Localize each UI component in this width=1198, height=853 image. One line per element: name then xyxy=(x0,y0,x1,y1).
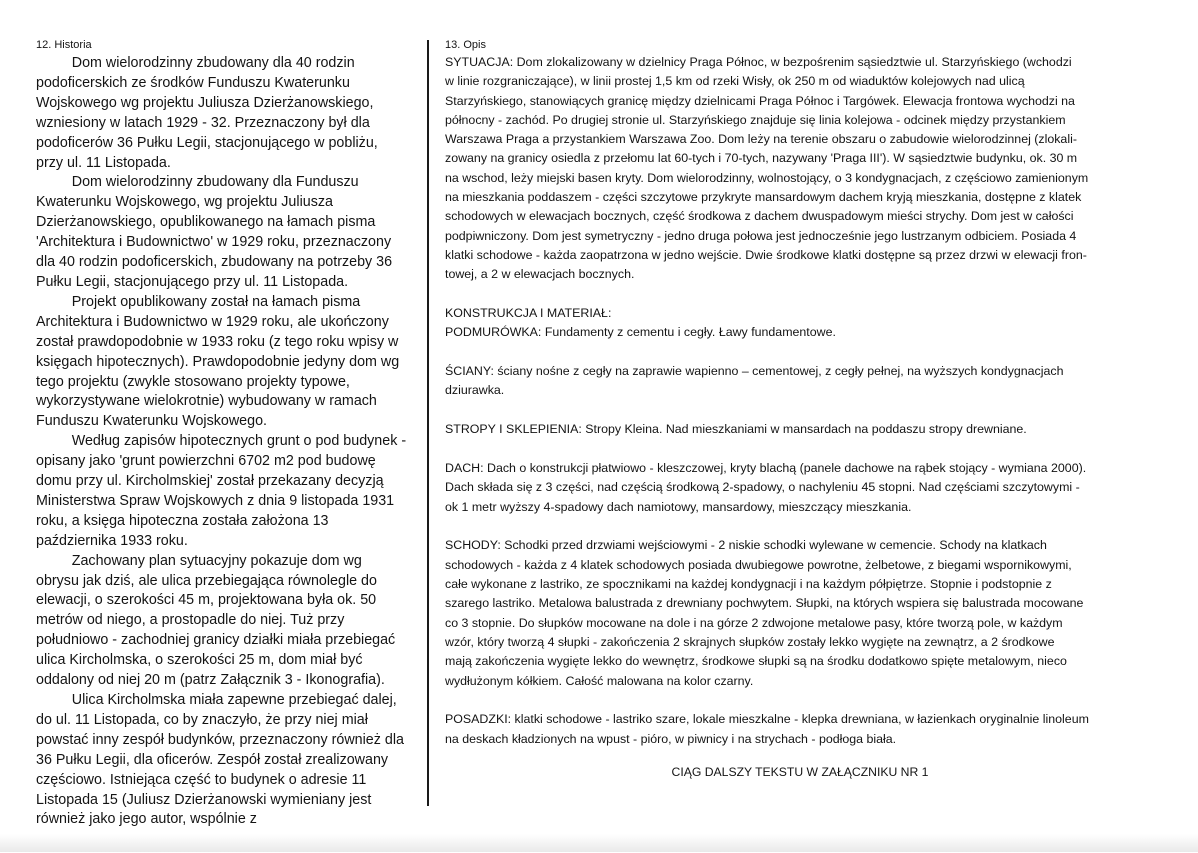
stairs-line: szarego lastriko. Metalowa balustrada z drewniany pochwytem. Słupki, na których wspiera się balustrada mocowane xyxy=(445,596,1084,611)
floors-section xyxy=(445,710,1145,749)
walls-section xyxy=(445,362,1145,401)
walls-line: ŚCIANY: ściany nośne z cegły na zaprawie wapienno – cementowej, z cegły pełnej, na wyższych kondygnacjach xyxy=(445,364,1064,379)
history-paragraph: Ulica Kircholmska miała zapewne przebiegać dalej, do ul. 11 Listopada, co by znaczyło, że przy niej miał powstać inny zespół budynków, przeznaczony również dla 36 Pułku Legii, dla oficerów. Zespół został zrealizowany częściowo. Istniejąca część to budynek o adresie 11 Listopada 15 (Juliusz Dzierżanowski wymieniany jest również jako jego autor, wspólnie z xyxy=(36,692,404,828)
foundation-line: PODMURÓWKA: Fundamenty z cementu i cegły. Ławy fundamentowe. xyxy=(445,325,836,340)
walls-line: dziurawka. xyxy=(445,383,505,398)
history-paragraph: Dom wielorodzinny zbudowany dla Funduszu Kwaterunku Wojskowego, wg projektu Juliusza Dzierżanowskiego, opublikowanego na łamach pisma 'Architektura i Budownictwo' w 1929 roku, przeznaczony dla 40 rodzin podoficerskich, zbudowany na potrzeby 36 Pułku Legii, stacjonującego przy ul. 11 Listopada. xyxy=(36,174,393,290)
situation-line: podpiwniczony. Dom jest symetryczny - jedno druga połowa jest jednocześnie jego lustrzanym odbiciem. Posiada 4 xyxy=(445,228,1077,243)
stairs-section xyxy=(445,536,1145,690)
description-continuation-note: CIĄG DALSZY TEKSTU W ZAŁĄCZNIKU NR 1 xyxy=(671,764,929,779)
description-heading: 13. Opis xyxy=(445,39,486,51)
stairs-line: wydłużonym kółkiem. Całość malowana na kolor czarny. xyxy=(445,673,754,688)
history-paragraph: Projekt opublikowany został na łamach pisma Architektura i Budownictwo w 1929 roku, ale ukończony został prawdopodobnie w 1933 roku (z tego roku wpisy w księgach hipotecznych). Prawdopodobnie jedyny dom wg tego projektu (zwykle stosowano projekty typowe, wykorzystywane wielokrotnie) wybudowany w ramach Funduszu Kwaterunku Wojskowego. xyxy=(36,293,400,430)
situation-line: północny - zachód. Po drugiej stronie ul. Starzyńskiego znajduje się linia kolejowa - odcinek między przystankiem xyxy=(445,112,1066,127)
description-column xyxy=(445,38,1145,780)
roof-line: ok 1 metr wyższy 4-spadowy dach namiotowy, mansardowy, mieszczący mieszkania. xyxy=(445,499,912,514)
situation-line: towej, a 2 w elewacjach bocznych. xyxy=(445,267,635,282)
construction-heading: KONSTRUKCJA I MATERIAŁ: xyxy=(445,306,612,321)
situation-line: w linie rozgraniczające), w linii prostej 1,5 km od rzeki Wisły, ok 250 m od wiaduktów kolejowych nad ulicą xyxy=(445,74,1025,89)
situation-line: Starzyńskiego, stanowiących granicę między dzielnicami Praga Północ i Targówek. Elewacja frontowa wychodzi na xyxy=(445,93,1075,108)
floors-line: na deskach kładzionych na wpust - pióro, w piwnicy i na strychach - podłoga biała. xyxy=(445,731,897,746)
spacer xyxy=(445,285,1145,305)
history-paragraph: Dom wielorodzinny zbudowany dla 40 rodzin podoficerskich ze środków Funduszu Kwaterunku Wojskowego wg projektu Juliusza Dzierżanowskiego, wzniesiony w latach 1929 - 32. Przeznaczony był dla podoficerów 36 Pułku Legii, stacjonującego w pobliżu, przy ul. 11 Listopada. xyxy=(36,55,378,171)
scan-bottom-edge xyxy=(0,834,1198,852)
spacer xyxy=(445,517,1145,537)
ceilings-line: STROPY I SKLEPIENIA: Stropy Kleina. Nad mieszkaniami w mansardach na poddaszu stropy drewniane. xyxy=(445,422,1027,437)
history-heading: 12. Historia xyxy=(36,39,92,51)
situation-line: klatki schodowe - każda zaopatrzona w jedno wejście. Dwie środkowe klatki dostępne są przez drzwi w elewacji fron- xyxy=(445,247,1087,262)
stairs-line: mają zakończenia wygięte lekko do wewnętrz, środkowe słupki są na środku dodatkowo spięte metalowym, nieco xyxy=(445,654,1067,669)
situation-line: na mieszkania poddaszem - części szczytowe przykryte mansardowym dachem kryją mieszkania, dostępne z klatek xyxy=(445,190,1082,205)
situation-line: zowany na granicy osiedla z przełomu lat 60-tych i 70-tych, nazywany 'Praga III'). W sąsiedztwie budynku, ok. 30 m xyxy=(445,151,1078,166)
situation-line: schodowych w elewacjach bocznych, część środkowa z dachem dwuspadowym mieści strychy. Dom jest w całości xyxy=(445,209,1074,224)
stairs-line: wzór, który tworzą 4 słupki - zakończenia 2 skrajnych słupków zostały lekko wygięte na zewnątrz, a 2 środkowe xyxy=(445,634,1055,649)
spacer xyxy=(445,343,1145,363)
roof-line: DACH: Dach o konstrukcji płatwiowo - kleszczowej, kryty blachą (panele dachowe na rąbek stojący - wymiana 2000). xyxy=(445,461,1087,476)
stairs-line: całe wykonane z lastriko, ze spocznikami na każdej kondygnacji i na każdym półpiętrze. Stopnie i podstopnie z xyxy=(445,577,1052,592)
situation-line: Warszawa Praga a przystankiem Warszawa Zoo. Dom leży na terenie obszaru o zabudowie wielorodzinnej (zlokali- xyxy=(445,132,1077,147)
roof-line: Dach składa się z 3 części, nad częścią środkową 2-spadowy, o nachyleniu 45 stopni. Nad częściami szczytowymi - xyxy=(445,480,1080,495)
floors-line: POSADZKI: klatki schodowe - lastriko szare, lokale mieszkalne - klepka drewniana, w łazienkach oryginalnie linoleum xyxy=(445,712,1089,727)
stairs-line: SCHODY: Schodki przed drzwiami wejściowymi - 2 niskie schodki wylewane w cemencie. Schody na klatkach xyxy=(445,538,1047,553)
stairs-line: co 3 stopnie. Do słupków mocowane na dole i na górze 2 zdwojone metalowe pasy, które tworzą pole, w każdym xyxy=(445,615,1063,630)
column-divider xyxy=(427,40,429,806)
spacer xyxy=(445,401,1145,421)
history-paragraph: Zachowany plan sytuacyjny pokazuje dom wg obrysu jak dziś, ale ulica przebiegająca równolegle do elewacji, o szerokości 45 m, projektowana była ok. 50 metrów od niego, a prostopadle do niej. Tuż przy południowo - zachodniej granicy działki miała przebiegać ulica Kircholmska, o szerokości 25 m, dom miał być oddalony od niej 20 m (patrz Załącznik 3 - Ikonografia). xyxy=(36,552,396,689)
situation-line: SYTUACJA: Dom zlokalizowany w dzielnicy Praga Północ, w bezpośrenim sąsiedztwie ul. Starzyńskiego (wchodzi xyxy=(445,55,1072,69)
situation-section xyxy=(445,53,1145,285)
stairs-line: schodowych - każda z 4 klatek schodowych posiada dwubiegowe powrotne, żelbetowe, z biegami wspornikowymi, xyxy=(445,557,1072,572)
history-column xyxy=(36,38,408,853)
roof-section xyxy=(445,459,1145,517)
spacer xyxy=(445,440,1145,460)
history-paragraph: Według zapisów hipotecznych grunt o pod budynek - opisany jako 'grunt powierzchni 6702 m2 pod budowę domu przy ul. Kircholmskiej' został przekazany decyzją Ministerstwa Spraw Wojskowych z dnia 9 listopada 1931 roku, a księga hipoteczna została założona 13 października 1933 roku. xyxy=(36,433,407,549)
situation-line: na wschod, leży miejski basen kryty. Dom wielorodzinny, wolnostojący, o 3 kondygnacjach, z częściowo zamienionym xyxy=(445,170,1089,185)
spacer xyxy=(445,691,1145,711)
